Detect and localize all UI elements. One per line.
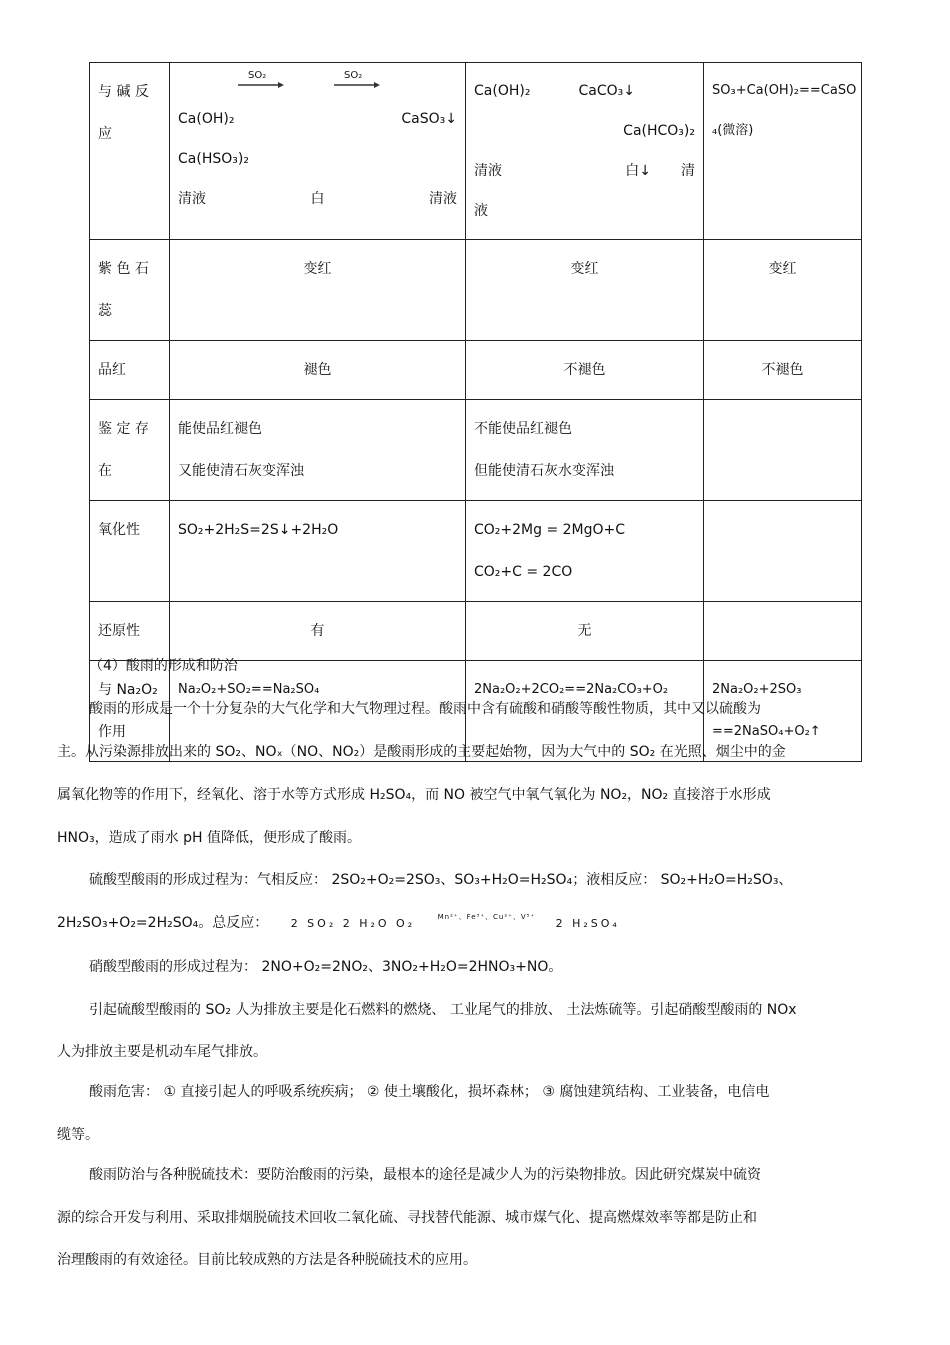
arrow-icon: SO₂ bbox=[334, 80, 380, 90]
paragraph-line: 主。从污染源排放出来的 SO₂、NOₓ（NO、NO₂）是酸雨形成的主要起始物，因为大气中的 SO₂ 在光照、烟尘中的金 bbox=[57, 744, 786, 760]
cell: 不褪色 bbox=[466, 341, 704, 400]
row-label: 品红 bbox=[90, 341, 170, 400]
table-row bbox=[90, 63, 862, 240]
cell: 有 bbox=[170, 602, 466, 661]
table-row bbox=[90, 240, 862, 341]
paragraph-line: 属氧化物等的作用下，经氧化、溶于水等方式形成 H₂SO₄，而 NO 被空气中氧气氧化为 NO₂，NO₂ 直接溶于水形成 bbox=[57, 787, 771, 803]
arrow-icon: SO₂ bbox=[238, 80, 284, 90]
so3-alkali-cell: SO₃+Ca(OH)₂==CaSO ₄(微溶) bbox=[704, 63, 862, 240]
cell: 不褪色 bbox=[704, 341, 862, 400]
so2-alkali-cell: SO₂ SO₂ Ca(OH)₂ CaSO₃↓ Ca(HSO₃)₂ 清液 白 清液 bbox=[170, 63, 466, 240]
paragraph-line: HNO₃，造成了雨水 pH 值降低，便形成了酸雨。 bbox=[57, 830, 361, 846]
co2-alkali-cell: Ca(OH)₂ CaCO₃↓ Ca(HCO₃)₂ 清液 白↓ 清 液 bbox=[466, 63, 704, 240]
cell: CO₂+2Mg = 2MgO+C CO₂+C = 2CO bbox=[466, 501, 704, 602]
paragraph-line: 硝酸型酸雨的形成过程为： 2NO+O₂=2NO₂、3NO₂+H₂O=2HNO₃+NO。 bbox=[89, 959, 563, 975]
paragraph-line: 硫酸型酸雨的形成过程为：气相反应： 2SO₂+O₂=2SO₃、SO₃+H₂O=H₂SO₄；液相反应： SO₂+H₂O=H₂SO₃、 bbox=[89, 872, 793, 888]
row-label: 鉴 定 存 在 bbox=[90, 400, 170, 501]
row-label: 氧化性 bbox=[90, 501, 170, 602]
section-title: （4）酸雨的形成和防治 bbox=[89, 658, 238, 674]
cell bbox=[704, 400, 862, 501]
row-label: 紫 色 石 蕊 bbox=[90, 240, 170, 341]
table-row bbox=[90, 602, 862, 661]
cell bbox=[704, 602, 862, 661]
cell bbox=[704, 501, 862, 602]
table-row bbox=[90, 400, 862, 501]
paragraph-line: 治理酸雨的有效途径。目前比较成熟的方法是各种脱硫技术的应用。 bbox=[57, 1252, 477, 1268]
paragraph-line: 酸雨防治与各种脱硫技术：要防治酸雨的污染，最根本的途径是减少人为的污染物排放。因此研究煤炭中硫资 bbox=[89, 1167, 761, 1183]
total-reaction-line: 2H₂SO₃+O₂=2H₂SO₄。总反应： 2 SO₂ 2 H₂O O₂ $^{Mn^{2+}、Fe^{3+}、Cu^{2+}、V^{5+}}$ 2 H₂SO₄ bbox=[57, 913, 620, 931]
paragraph-line: 引起硫酸型酸雨的 SO₂ 人为排放主要是化石燃料的燃烧、 工业尾气的排放、 土法炼硫等。引起硝酸型酸雨的 NOx bbox=[89, 1002, 797, 1018]
cell: SO₂+2H₂S=2S↓+2H₂O bbox=[170, 501, 466, 602]
cell: Na₂O₂+SO₂==Na₂SO₄ bbox=[170, 661, 466, 762]
cell: 变红 bbox=[170, 240, 466, 341]
paragraph-line: 人为排放主要是机动车尾气排放。 bbox=[57, 1044, 267, 1060]
cell: 2Na₂O₂+2SO₃ ==2NaSO₄+O₂↑ bbox=[704, 661, 862, 762]
cell: 变红 bbox=[466, 240, 704, 341]
row-label: 与 碱 反 应 bbox=[90, 63, 170, 240]
table-row bbox=[90, 341, 862, 400]
paragraph-line: 缆等。 bbox=[57, 1127, 99, 1143]
cell: 不能使品红褪色 但能使清石灰水变浑浊 bbox=[466, 400, 704, 501]
cell: 变红 bbox=[704, 240, 862, 341]
paragraph-line: 酸雨危害： ① 直接引起人的呼吸系统疾病； ② 使土壤酸化，损坏森林； ③ 腐蚀建筑结构、工业装备，电信电 bbox=[89, 1084, 770, 1100]
row-label: 与 Na₂O₂ 作用 bbox=[90, 661, 170, 762]
cell: 2Na₂O₂+2CO₂==2Na₂CO₃+O₂ bbox=[466, 661, 704, 762]
cell: 能使品红褪色 又能使清石灰变浑浊 bbox=[170, 400, 466, 501]
paragraph-line: 源的综合开发与利用、采取排烟脱硫技术回收二氧化硫、寻找替代能源、城市煤气化、提高燃煤效率等都是防止和 bbox=[57, 1210, 757, 1226]
table-row bbox=[90, 501, 862, 602]
cell: 褪色 bbox=[170, 341, 466, 400]
row-label: 还原性 bbox=[90, 602, 170, 661]
paragraph-line: 酸雨的形成是一个十分复杂的大气化学和大气物理过程。酸雨中含有硫酸和硝酸等酸性物质，其中又以硫酸为 bbox=[89, 701, 761, 717]
cell: 无 bbox=[466, 602, 704, 661]
